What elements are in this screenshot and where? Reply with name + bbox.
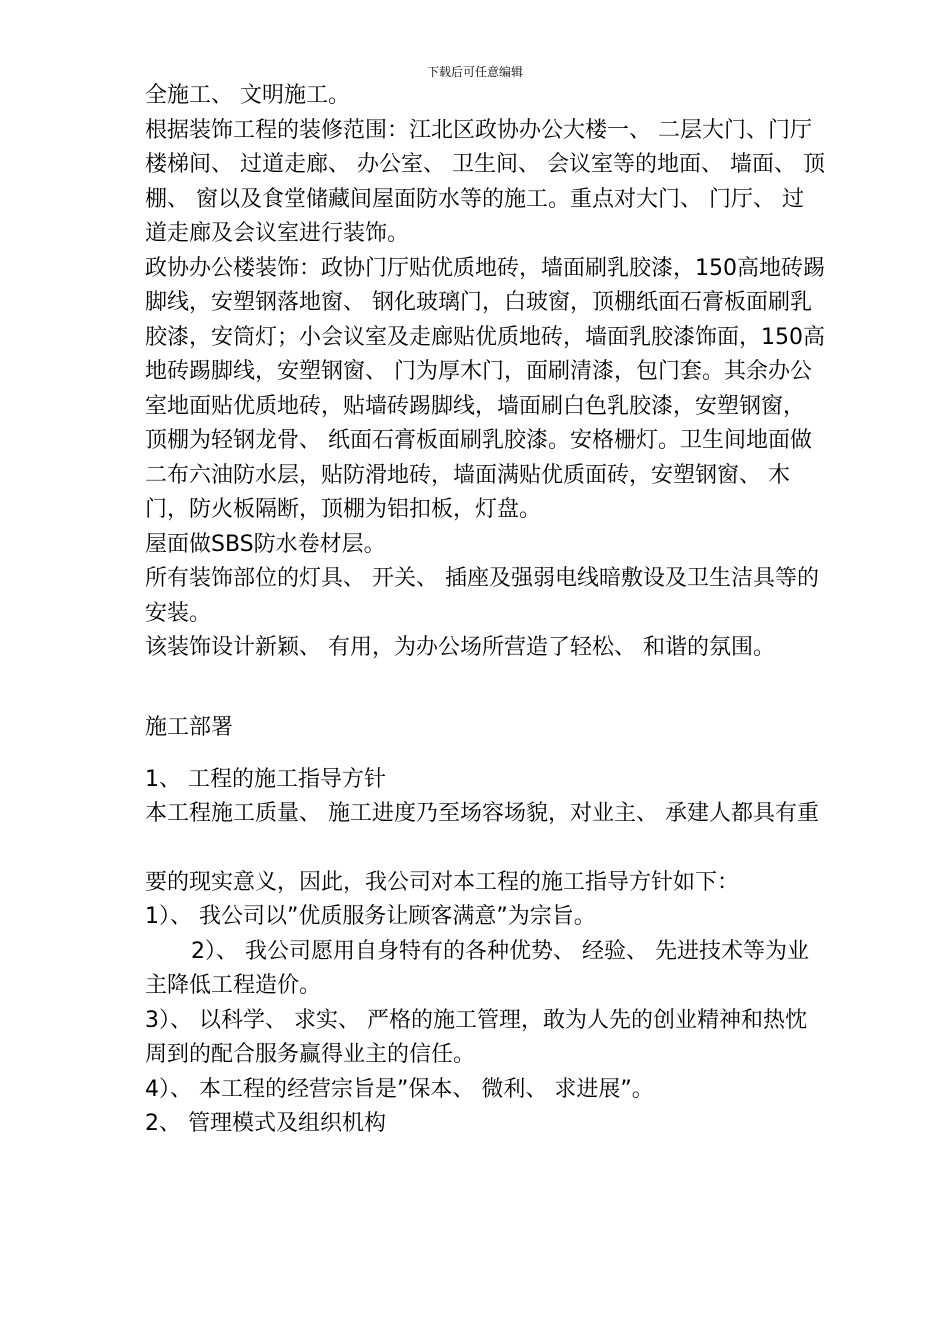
paragraph-safe-construction: 全施工、 文明施工。 <box>145 83 350 108</box>
item-1-title: 1、 工程的施工指导方针 <box>145 766 386 792</box>
paragraph-roof-waterproof: 屋面做SBS防水卷材层。 <box>145 531 386 557</box>
paragraph-office-decoration: 政协办公楼装饰：政协门厅贴优质地砖，墙面刷乳胶漆，150高地砖踢脚线，安塑钢落地窗、 钢化玻璃门，白玻窗，顶棚纸面石膏板面刷乳胶漆，安筒灯；小会议室及走廊贴优质地砖，墙面乳胶漆饰面，150高地砖踢脚线，安塑钢窗、 门为厚木门，面刷清漆，包门套。其余办公室地面贴优质地砖，贴墙砖踢脚线，墙面刷白色乳胶漆，安塑钢窗，顶棚为轻钢龙骨、 纸面石膏板面刷乳胶漆。安格栅灯。卫生间地面做二布六油防水层，贴防滑地砖，墙面满贴优质面砖，安塑钢窗、 木门，防火板隔断，顶棚为铝扣板，灯盘。 <box>145 255 825 522</box>
item-2-title: 2、 管理模式及组织机构 <box>145 1111 386 1136</box>
item-1-text-a: 本工程施工质量、 施工进度乃至场容场貌，对业主、 承建人都具有重 <box>145 801 819 826</box>
guideline-point-1: 1）、 我公司以”优质服务让顾客满意”为宗旨。 <box>145 904 596 929</box>
section-heading: 施工部署 <box>145 714 234 740</box>
guideline-point-4: 4）、 本工程的经营宗旨是”保本、 微利、 求进展”。 <box>145 1076 654 1102</box>
document-body <box>145 79 825 1142</box>
guideline-point-3: 3）、 以科学、 求实、 严格的施工管理，敢为人先的创业精神和热忱周到的配合服务赢得业主的信任。 <box>145 1007 807 1067</box>
item-1-text-b: 要的现实意义，因此，我公司对本工程的施工指导方针如下： <box>145 869 740 895</box>
guideline-point-2: 2）、 我公司愿用自身特有的各种优势、 经验、 先进技术等为业主降低工程造价。 <box>145 938 809 998</box>
page-header-note: 下载后可任意编辑 <box>426 65 523 79</box>
paragraph-installation: 所有装饰部位的灯具、 开关、 插座及强弱电线暗敷设及卫生洁具等的安装。 <box>145 566 819 626</box>
paragraph-design-summary: 该装饰设计新颖、 有用，为办公场所营造了轻松、 和谐的氛围。 <box>145 635 775 660</box>
paragraph-decoration-scope: 根据装饰工程的装修范围：江北区政协办公大楼一、 二层大门、门厅楼梯间、 过道走廊、 办公室、 卫生间、 会议室等的地面、 墙面、 顶棚、 窗以及食堂储藏间屋面防水等的施工。重点对大门、 门厅、 过道走廊及会议室进行装饰。 <box>145 117 825 246</box>
